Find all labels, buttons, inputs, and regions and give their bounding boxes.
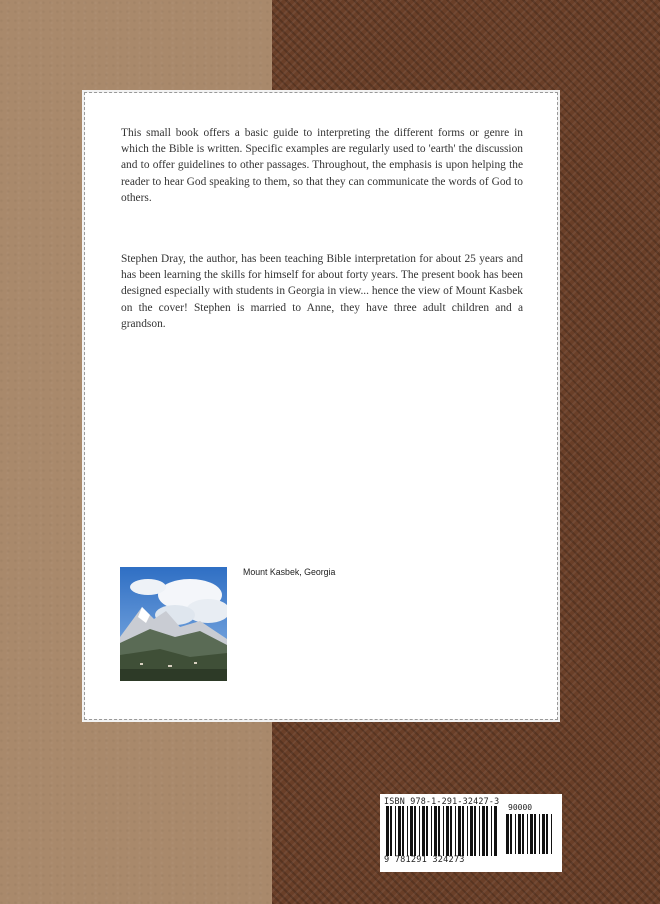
- price-barcode-bars: [506, 814, 556, 854]
- price-code: 90000: [508, 803, 533, 812]
- text-panel: [82, 90, 560, 722]
- author-bio-paragraph: Stephen Dray, the author, has been teaching Bible interpretation for about 25 years and has been learning the skills for himself for about forty years. The present book has been designed especially with students in Georgia in view... hence the view of Mount Kasbek on the cover! Stephen is married to Anne, they have three adult children and a grandson.: [121, 253, 523, 330]
- ean-digits: 9 781291 324273: [384, 855, 465, 865]
- description-paragraph: This small book offers a basic guide to interpreting the different forms or genre in which the Bible is written. Specific examples are regularly used to 'earth' the discussion and to offer guidelines to other passages. Throughout, the emphasis is upon helping the reader to hear God speaking to them, so that they can communicate the words of God to others.: [121, 127, 523, 204]
- mount-kasbek-photo: [120, 567, 227, 681]
- isbn-barcode: [380, 794, 562, 872]
- ean-barcode-bars: [386, 806, 498, 856]
- photo-caption: Mount Kasbek, Georgia: [243, 567, 336, 577]
- isbn-label: ISBN 978-1-291-32427-3: [384, 796, 500, 806]
